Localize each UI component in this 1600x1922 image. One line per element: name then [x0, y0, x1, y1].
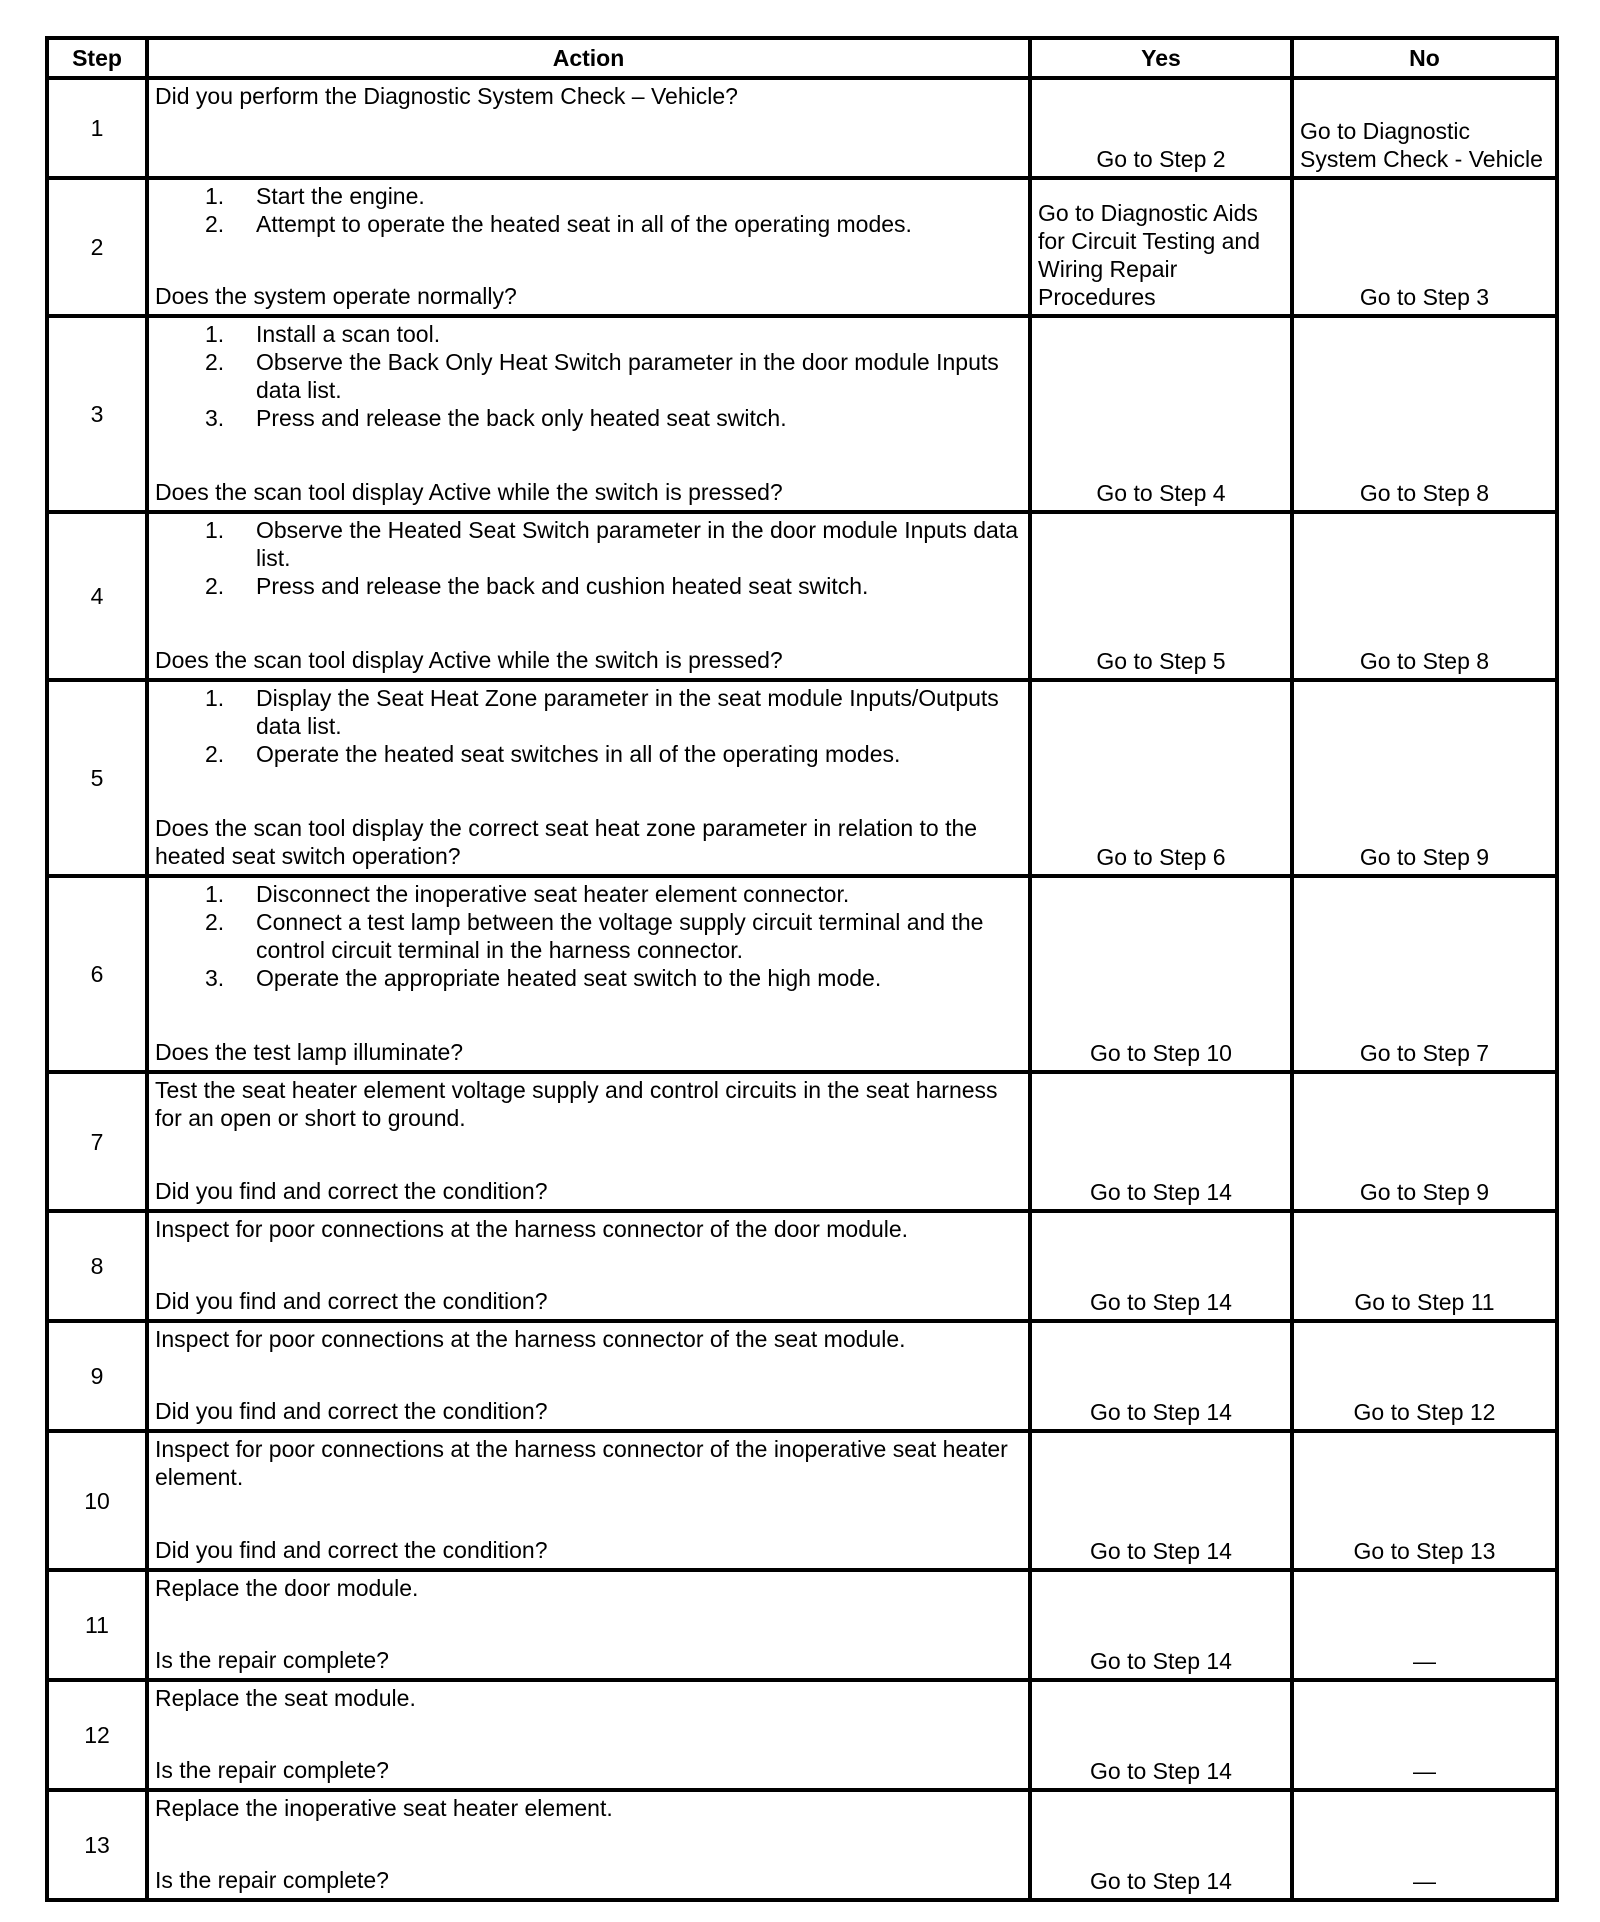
header-step: Step	[47, 38, 147, 78]
step-number: 12	[47, 1680, 147, 1790]
yes-cell: Go to Step 14	[1030, 1321, 1292, 1431]
action-cell	[147, 316, 1030, 512]
action-question: Did you find and correct the condition?	[155, 1178, 548, 1204]
action-question: Does the system operate normally?	[155, 283, 517, 309]
step-number: 4	[47, 512, 147, 680]
action-lead: Replace the seat module.	[155, 1685, 416, 1711]
table-row	[47, 1790, 1557, 1900]
action-lead: Did you perform the Diagnostic System Check – Vehicle?	[155, 83, 738, 109]
action-cell	[147, 512, 1030, 680]
action-step-item: 1. Observe the Heated Seat Switch parameter in the door module Inputs data list.	[205, 517, 1018, 571]
yes-cell: Go to Step 14	[1030, 1072, 1292, 1211]
action-lead: Inspect for poor connections at the harness connector of the seat module.	[155, 1326, 906, 1352]
yes-cell: Go to Step 10	[1030, 876, 1292, 1072]
action-step-item: 1. Install a scan tool.	[205, 321, 441, 347]
action-steps	[155, 880, 1022, 992]
action-lead: Replace the door module.	[155, 1575, 419, 1601]
action-cell	[147, 1790, 1030, 1900]
action-cell	[147, 1072, 1030, 1211]
action-question: Did you find and correct the condition?	[155, 1537, 548, 1563]
step-number: 11	[47, 1570, 147, 1680]
action-step-item: 2. Press and release the back and cushion heated seat switch.	[205, 573, 869, 599]
table-row	[47, 1680, 1557, 1790]
header-yes: Yes	[1030, 38, 1292, 78]
no-cell: Go to Step 13	[1292, 1431, 1557, 1570]
action-question: Did you find and correct the condition?	[155, 1288, 548, 1314]
step-number: 5	[47, 680, 147, 876]
no-cell: Go to Diagnostic System Check - Vehicle	[1292, 78, 1557, 178]
step-number: 3	[47, 316, 147, 512]
action-question: Does the scan tool display Active while the switch is pressed?	[155, 647, 783, 673]
step-number: 13	[47, 1790, 147, 1900]
action-lead: Test the seat heater element voltage supply and control circuits in the seat harness for an open or short to ground.	[155, 1077, 998, 1131]
table-row	[47, 680, 1557, 876]
step-number: 8	[47, 1211, 147, 1321]
table-row	[47, 78, 1557, 178]
action-cell	[147, 680, 1030, 876]
action-question: Does the scan tool display Active while the switch is pressed?	[155, 479, 783, 505]
action-lead: Inspect for poor connections at the harness connector of the inoperative seat heater element.	[155, 1436, 1008, 1490]
no-cell: Go to Step 8	[1292, 316, 1557, 512]
action-step-item: 2. Attempt to operate the heated seat in all of the operating modes.	[205, 211, 912, 237]
action-cell	[147, 78, 1030, 178]
yes-cell: Go to Step 4	[1030, 316, 1292, 512]
table-row	[47, 876, 1557, 1072]
action-step-item: 1. Display the Seat Heat Zone parameter in the seat module Inputs/Outputs data list.	[205, 685, 999, 739]
action-cell	[147, 1570, 1030, 1680]
step-number: 6	[47, 876, 147, 1072]
action-cell	[147, 1211, 1030, 1321]
table-row	[47, 1321, 1557, 1431]
no-cell: —	[1292, 1570, 1557, 1680]
action-cell	[147, 876, 1030, 1072]
action-step-item: 1. Disconnect the inoperative seat heater element connector.	[205, 881, 850, 907]
no-cell: Go to Step 7	[1292, 876, 1557, 1072]
no-cell: —	[1292, 1680, 1557, 1790]
action-question: Does the scan tool display the correct seat heat zone parameter in relation to the heated seat switch operation?	[155, 815, 978, 869]
step-number: 1	[47, 78, 147, 178]
step-number: 2	[47, 178, 147, 316]
yes-cell: Go to Step 5	[1030, 512, 1292, 680]
action-steps	[155, 516, 1022, 600]
action-question: Is the repair complete?	[155, 1647, 389, 1673]
table-row	[47, 1211, 1557, 1321]
action-steps	[155, 320, 1022, 432]
yes-cell: Go to Step 2	[1030, 78, 1292, 178]
action-steps	[155, 684, 1022, 768]
table-row	[47, 178, 1557, 316]
yes-cell: Go to Step 6	[1030, 680, 1292, 876]
action-question: Is the repair complete?	[155, 1867, 389, 1893]
action-question: Did you find and correct the condition?	[155, 1398, 548, 1424]
yes-cell: Go to Step 14	[1030, 1211, 1292, 1321]
action-question: Does the test lamp illuminate?	[155, 1039, 464, 1065]
action-cell	[147, 1431, 1030, 1570]
header-no: No	[1292, 38, 1557, 78]
no-cell: Go to Step 9	[1292, 1072, 1557, 1211]
no-cell: Go to Step 9	[1292, 680, 1557, 876]
action-step-item: 1. Start the engine.	[205, 183, 425, 209]
header-action: Action	[147, 38, 1030, 78]
action-lead: Inspect for poor connections at the harness connector of the door module.	[155, 1216, 909, 1242]
action-step-item: 3. Press and release the back only heated seat switch.	[205, 405, 787, 431]
yes-cell: Go to Step 14	[1030, 1570, 1292, 1680]
diagnostic-table	[45, 36, 1559, 1902]
table-row	[47, 512, 1557, 680]
yes-cell: Go to Diagnostic Aids for Circuit Testing and Wiring Repair Procedures	[1030, 178, 1292, 316]
step-number: 7	[47, 1072, 147, 1211]
action-question: Is the repair complete?	[155, 1757, 389, 1783]
action-step-item: 2. Operate the heated seat switches in all of the operating modes.	[205, 741, 901, 767]
yes-cell: Go to Step 14	[1030, 1790, 1292, 1900]
table-row	[47, 1570, 1557, 1680]
no-cell: —	[1292, 1790, 1557, 1900]
no-cell: Go to Step 3	[1292, 178, 1557, 316]
step-number: 10	[47, 1431, 147, 1570]
no-cell: Go to Step 11	[1292, 1211, 1557, 1321]
action-step-item: 3. Operate the appropriate heated seat switch to the high mode.	[205, 965, 882, 991]
header-row	[47, 38, 1557, 78]
action-step-item: 2. Connect a test lamp between the voltage supply circuit terminal and the control circuit terminal in the harness connector.	[205, 909, 984, 963]
action-steps	[155, 182, 1022, 238]
action-cell	[147, 178, 1030, 316]
no-cell: Go to Step 12	[1292, 1321, 1557, 1431]
action-cell	[147, 1680, 1030, 1790]
table-row	[47, 316, 1557, 512]
no-cell: Go to Step 8	[1292, 512, 1557, 680]
action-lead: Replace the inoperative seat heater element.	[155, 1795, 613, 1821]
yes-cell: Go to Step 14	[1030, 1431, 1292, 1570]
step-number: 9	[47, 1321, 147, 1431]
yes-cell: Go to Step 14	[1030, 1680, 1292, 1790]
action-cell	[147, 1321, 1030, 1431]
table-row	[47, 1072, 1557, 1211]
action-step-item: 2. Observe the Back Only Heat Switch parameter in the door module Inputs data list.	[205, 349, 999, 403]
table-row	[47, 1431, 1557, 1570]
